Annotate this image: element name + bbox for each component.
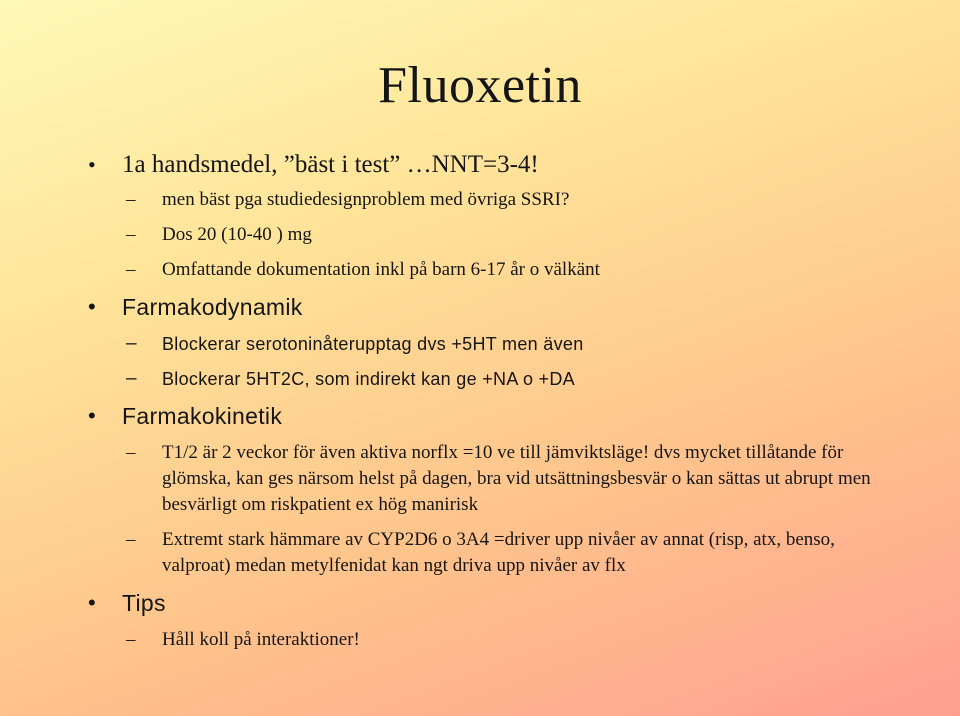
sub-item-half-life (80, 440, 900, 518)
sub-item-text: Håll koll på interaktioner! (162, 629, 360, 650)
dash-icon: – (126, 333, 137, 354)
sub-item-serotonin-reuptake (80, 331, 900, 357)
sub-item-text: Dos 20 (10-40 ) mg (162, 224, 312, 245)
bullet-icon: • (88, 294, 97, 319)
bullet-item-tips (80, 588, 900, 618)
bullet-text: 1a handsmedel, ”bäst i test” …NNT=3-4! (122, 151, 539, 178)
dash-icon: – (126, 629, 136, 650)
sub-item-text: Extremt stark hämmare av CYP2D6 o 3A4 =driver upp nivåer av annat (risp, atx, benso, valproat) medan metylfenidat kan ngt driva upp nivåer av flx (162, 529, 835, 576)
slide-content (80, 150, 900, 653)
sub-item-text: Blockerar serotoninåterupptag dvs +5HT men även (162, 334, 584, 354)
sub-item-cyp-inhibition (80, 527, 900, 579)
dash-icon: – (126, 189, 136, 210)
sub-item-text: Omfattande dokumentation inkl på barn 6-17 år o välkänt (162, 259, 600, 280)
bullet-icon: • (88, 152, 96, 177)
sub-item-5ht2c-block (80, 366, 900, 392)
bullet-item-first-line-treatment (80, 150, 900, 180)
dash-icon: – (126, 368, 137, 389)
bullet-icon: • (88, 403, 97, 428)
bullet-icon: • (88, 590, 97, 615)
sub-item-study-design (80, 187, 900, 213)
sub-item-interactions (80, 627, 900, 653)
dash-icon: – (126, 529, 136, 550)
bullet-item-pharmacodynamics (80, 292, 900, 322)
bullet-text: Farmakodynamik (122, 294, 303, 320)
bullet-text: Tips (122, 590, 166, 616)
sub-item-text: Blockerar 5HT2C, som indirekt kan ge +NA o +DA (162, 369, 575, 389)
bullet-text: Farmakokinetik (122, 403, 283, 429)
dash-icon: – (126, 224, 136, 245)
sub-item-documentation (80, 257, 900, 283)
dash-icon: – (126, 259, 136, 280)
slide-title: Fluoxetin (378, 57, 582, 114)
sub-item-dose (80, 222, 900, 248)
dash-icon: – (126, 442, 136, 463)
sub-item-text: T1/2 är 2 veckor för även aktiva norflx =10 ve till jämviktsläge! dvs mycket tillåtande för glömska, kan ges närsom helst på dagen, bra vid utsättningsbesvär o kan sättas ut abrupt men besvärligt om riskpatient ex hög manirisk (162, 442, 871, 515)
sub-item-text: men bäst pga studiedesignproblem med övriga SSRI? (162, 189, 570, 210)
bullet-item-pharmacokinetics (80, 401, 900, 431)
